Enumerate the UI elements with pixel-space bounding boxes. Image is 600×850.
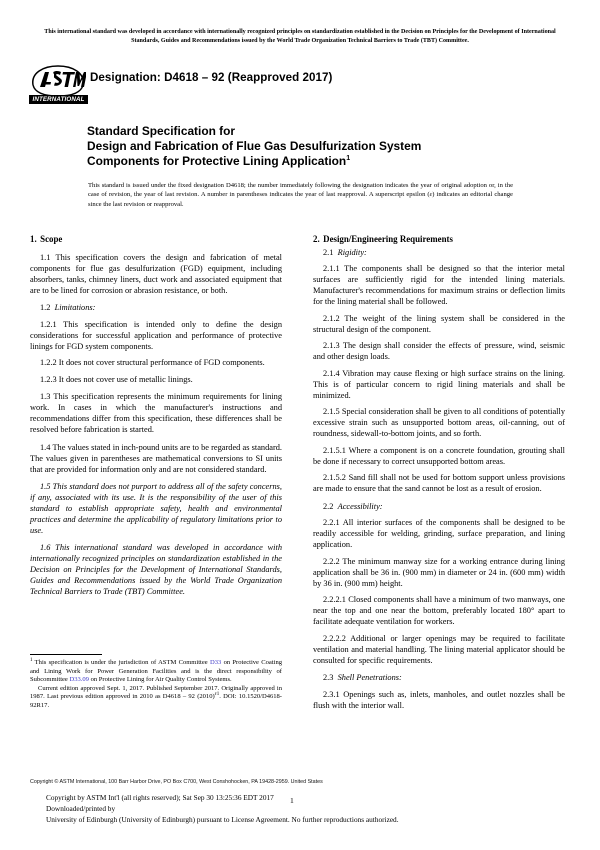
section-number-1: 1. bbox=[30, 234, 37, 244]
paragraph-1-2-2: 1.2.2 It does not cover structural performance of FGD components. bbox=[40, 358, 265, 367]
copyright-notice: Copyright © ASTM International, 100 Barr Harbor Drive, PO Box C700, West Conshohocken, PA 19428-2959. United States bbox=[30, 779, 323, 785]
footnote-edition-text: Current edition approved Sept. 1, 2017. Published September 2017. Originally approved in 1987. Last previous edition approved in 2010 as D4618 – 92 (2010) bbox=[30, 684, 282, 701]
paragraph-1-4: 1.4 The values stated in inch-pound units are to be regarded as standard. The values given in parentheses are mathematical conversions to SI units that are provided for information only and are not considered standard. bbox=[30, 442, 282, 474]
epsilon-symbol: ε bbox=[429, 191, 433, 199]
paragraph-2-2 bbox=[313, 501, 565, 512]
title-line-1: Standard Specification for bbox=[87, 124, 235, 138]
title-line-3-text: Components for Protective Lining Application bbox=[87, 153, 347, 168]
license-line-2: Downloaded/printed by bbox=[46, 804, 116, 814]
paragraph-2-3-number: 2.3 bbox=[323, 673, 334, 682]
paragraph-2-1 bbox=[313, 247, 565, 258]
tbt-notice: This international standard was developed in accordance with internationally recognized principles on standardization established in the Decision on Principles for the Development of International Standards, Guides and Recommendations issued by the World Trade Organization Technical Barriers to Trade (TBT) Committee. bbox=[44, 29, 556, 45]
footnote-edition-superscript: ε1 bbox=[214, 692, 220, 698]
paragraph-1-5: 1.5 This standard does not purport to address all of the safety concerns, if any, associated with its use. It is the responsibility of the user of this standard to establish appropriate safety, health and environmental practices and determine the applicability of regulatory limitations prior to use. bbox=[30, 482, 282, 535]
column-right bbox=[313, 234, 565, 711]
license-line-3: University of Edinburgh (University of Edinburgh) pursuant to License Agreement. No further reproductions authorized. bbox=[46, 815, 399, 825]
paragraph-2-1-2: 2.1.2 The weight of the lining system shall be considered in the structural design of the component. bbox=[313, 313, 565, 334]
paragraph-1-2-label: Limitations: bbox=[54, 303, 96, 312]
section-title-scope: Scope bbox=[40, 234, 63, 244]
paragraph-2-2-2-2: 2.2.2.2 Additional or larger openings may be required to facilitate ventilation and material handling. The lining material applicator should be consulted for specific requirements. bbox=[313, 633, 565, 665]
paragraph-1-2 bbox=[30, 302, 282, 313]
committee-link-d33[interactable]: D33 bbox=[209, 659, 222, 666]
subcommittee-link-d3309[interactable]: D33.09 bbox=[69, 676, 89, 684]
footnote-jurisdiction bbox=[30, 659, 282, 685]
paragraph-2-1-1: 2.1.1 The components shall be designed so that the interior metal surfaces are sufficiently rigid for the intended lining materials. Manufacturer's recommendations for maximum strains or deflection limits for the lining material shall be followed. bbox=[313, 264, 565, 306]
paragraph-1-3: 1.3 This specification represents the minimum requirements for lining work. In cases in which the manufacturer's instructions and recommendations differ from this specification, these differences shall be resolved before fabrication is started. bbox=[30, 392, 282, 434]
footnote-jurisdiction-post: on Protective Lining for Air Quality Control Systems. bbox=[88, 676, 232, 684]
paragraph-2-3-1: 2.3.1 Openings such as, inlets, manholes, and outlet nozzles shall be flush with the interior wall. bbox=[313, 689, 565, 710]
footnote-doi: DOI: 10.1520/D4618-92R17. bbox=[30, 693, 282, 709]
footnote-marker: 1 bbox=[30, 657, 33, 663]
footnote-block bbox=[30, 654, 282, 711]
paragraph-2-3-label: Shell Penetrations: bbox=[337, 673, 402, 682]
paragraph-2-2-1: 2.2.1 All interior surfaces of the components shall be designed to be readily accessible for welding, grinding, surface preparation, and lining application. bbox=[313, 518, 565, 549]
paragraph-2-1-4: 2.1.4 Vibration may cause flexing or high surface strains on the lining. This is of particular concern to rigid lining materials and shall be minimized. bbox=[313, 368, 565, 400]
footnote-jurisdiction-pre: This specification is under the jurisdiction of ASTM Committee bbox=[32, 659, 210, 666]
fixed-note-part1: This standard is issued under the fixed designation D4618; the number immediately following the designation indicates the year of original adoption or, in the case of revision, the year of last revision. A number in parentheses indicates the year of last reapproval. A superscript epsilon ( bbox=[88, 182, 513, 199]
paragraph-2-1-label: Rigidity: bbox=[337, 247, 367, 257]
license-line-1: Copyright by ASTM Int'l (all rights reserved); Sat Sep 30 13:25:36 EDT 2017 bbox=[46, 793, 274, 802]
paragraph-1-2-3: 1.2.3 It does not cover use of metallic linings. bbox=[40, 374, 193, 384]
fixed-designation-note bbox=[88, 181, 513, 209]
paragraph-2-1-5-1: 2.1.5.1 Where a component is on a concrete foundation, grouting shall be done if necessary to correct unsupported bottom areas. bbox=[313, 445, 565, 466]
paragraph-1-1: 1.1 This specification covers the design and fabrication of metal components for flue gas desulfurization (FGD) equipment, including absorbers, tanks, chimney liners, duct work and associated equipment that are to be lined for corrosion or abrasion resistance, or both. bbox=[30, 252, 282, 295]
column-left bbox=[30, 234, 282, 597]
paragraph-2-1-5: 2.1.5 Special consideration shall be given to all conditions of potentially excessive strain such as unsupported bottom areas, oil-canning, out of roundness, sidewall-to-bottom joints, and so forth. bbox=[313, 407, 565, 438]
paragraph-2-2-2: 2.2.2 The minimum manway size for a working entrance during lining application shall be 36 in. (900 mm) in diameter or 24 in. (600 mm) width by 36 in. (900 mm) height. bbox=[313, 556, 565, 588]
page-number: 1 bbox=[290, 796, 294, 805]
title-footnote-marker: 1 bbox=[346, 154, 351, 162]
paragraph-1-2-1: 1.2.1 This specification is intended only to define the design considerations for successful application and performance of protective linings for FGD system components. bbox=[30, 319, 282, 351]
footnote-edition-end: . bbox=[219, 693, 221, 701]
designation-row bbox=[28, 64, 568, 110]
paragraph-1-2-number: 1.2 bbox=[40, 303, 51, 312]
footnote-jurisdiction-mid: on Protective Coating and Lining Work for Power Generation Facilities and is the direct responsibility of Subcommittee bbox=[30, 659, 282, 684]
paragraph-2-1-number: 2.1 bbox=[323, 247, 334, 257]
astm-logo bbox=[28, 64, 90, 108]
astm-logo-mark bbox=[30, 64, 86, 97]
title-line-3 bbox=[87, 154, 547, 169]
paragraph-2-2-2-1: 2.2.2.1 Closed components shall have a minimum of two manways, one near the top and one near the bottom, preferably located 180° apart to facilitate adequate ventilation for workers. bbox=[313, 595, 565, 626]
license-block bbox=[46, 792, 546, 826]
section-heading-design bbox=[313, 234, 565, 245]
paragraph-2-3 bbox=[313, 672, 565, 683]
astm-international-band: INTERNATIONAL bbox=[29, 95, 88, 104]
footnote-edition bbox=[30, 685, 282, 711]
paragraph-2-1-3: 2.1.3 The design shall consider the effects of pressure, wind, seismic and other design loads. bbox=[313, 341, 565, 361]
paragraph-2-2-number: 2.2 bbox=[323, 501, 334, 511]
section-heading-scope bbox=[30, 234, 282, 245]
section-title-design: Design/Engineering Requirements bbox=[323, 234, 453, 244]
paragraph-2-2-label: Accessibility: bbox=[337, 501, 383, 511]
section-number-2: 2. bbox=[313, 234, 320, 244]
designation-label: Designation: D4618 – 92 (Reapproved 2017) bbox=[90, 71, 333, 84]
paragraph-2-1-5-2: 2.1.5.2 Sand fill shall not be used for bottom support unless provisions are made to ensure that the sand cannot be lost as a result of erosion. bbox=[313, 473, 565, 493]
fixed-note-part2: ) indicates an editorial change since the last revision or reapproval. bbox=[88, 191, 513, 208]
title-line-2: Design and Fabrication of Flue Gas Desulfurization System bbox=[87, 138, 422, 153]
page-title bbox=[87, 124, 547, 168]
footnote-rule bbox=[30, 654, 102, 655]
paragraph-1-6: 1.6 This international standard was developed in accordance with internationally recognized principles on standardization established in the Decision on Principles for the Development of International Standards, Guides and Recommendations issued by the World Trade Organization Technical Barriers to Trade (TBT) Committee. bbox=[30, 542, 282, 596]
